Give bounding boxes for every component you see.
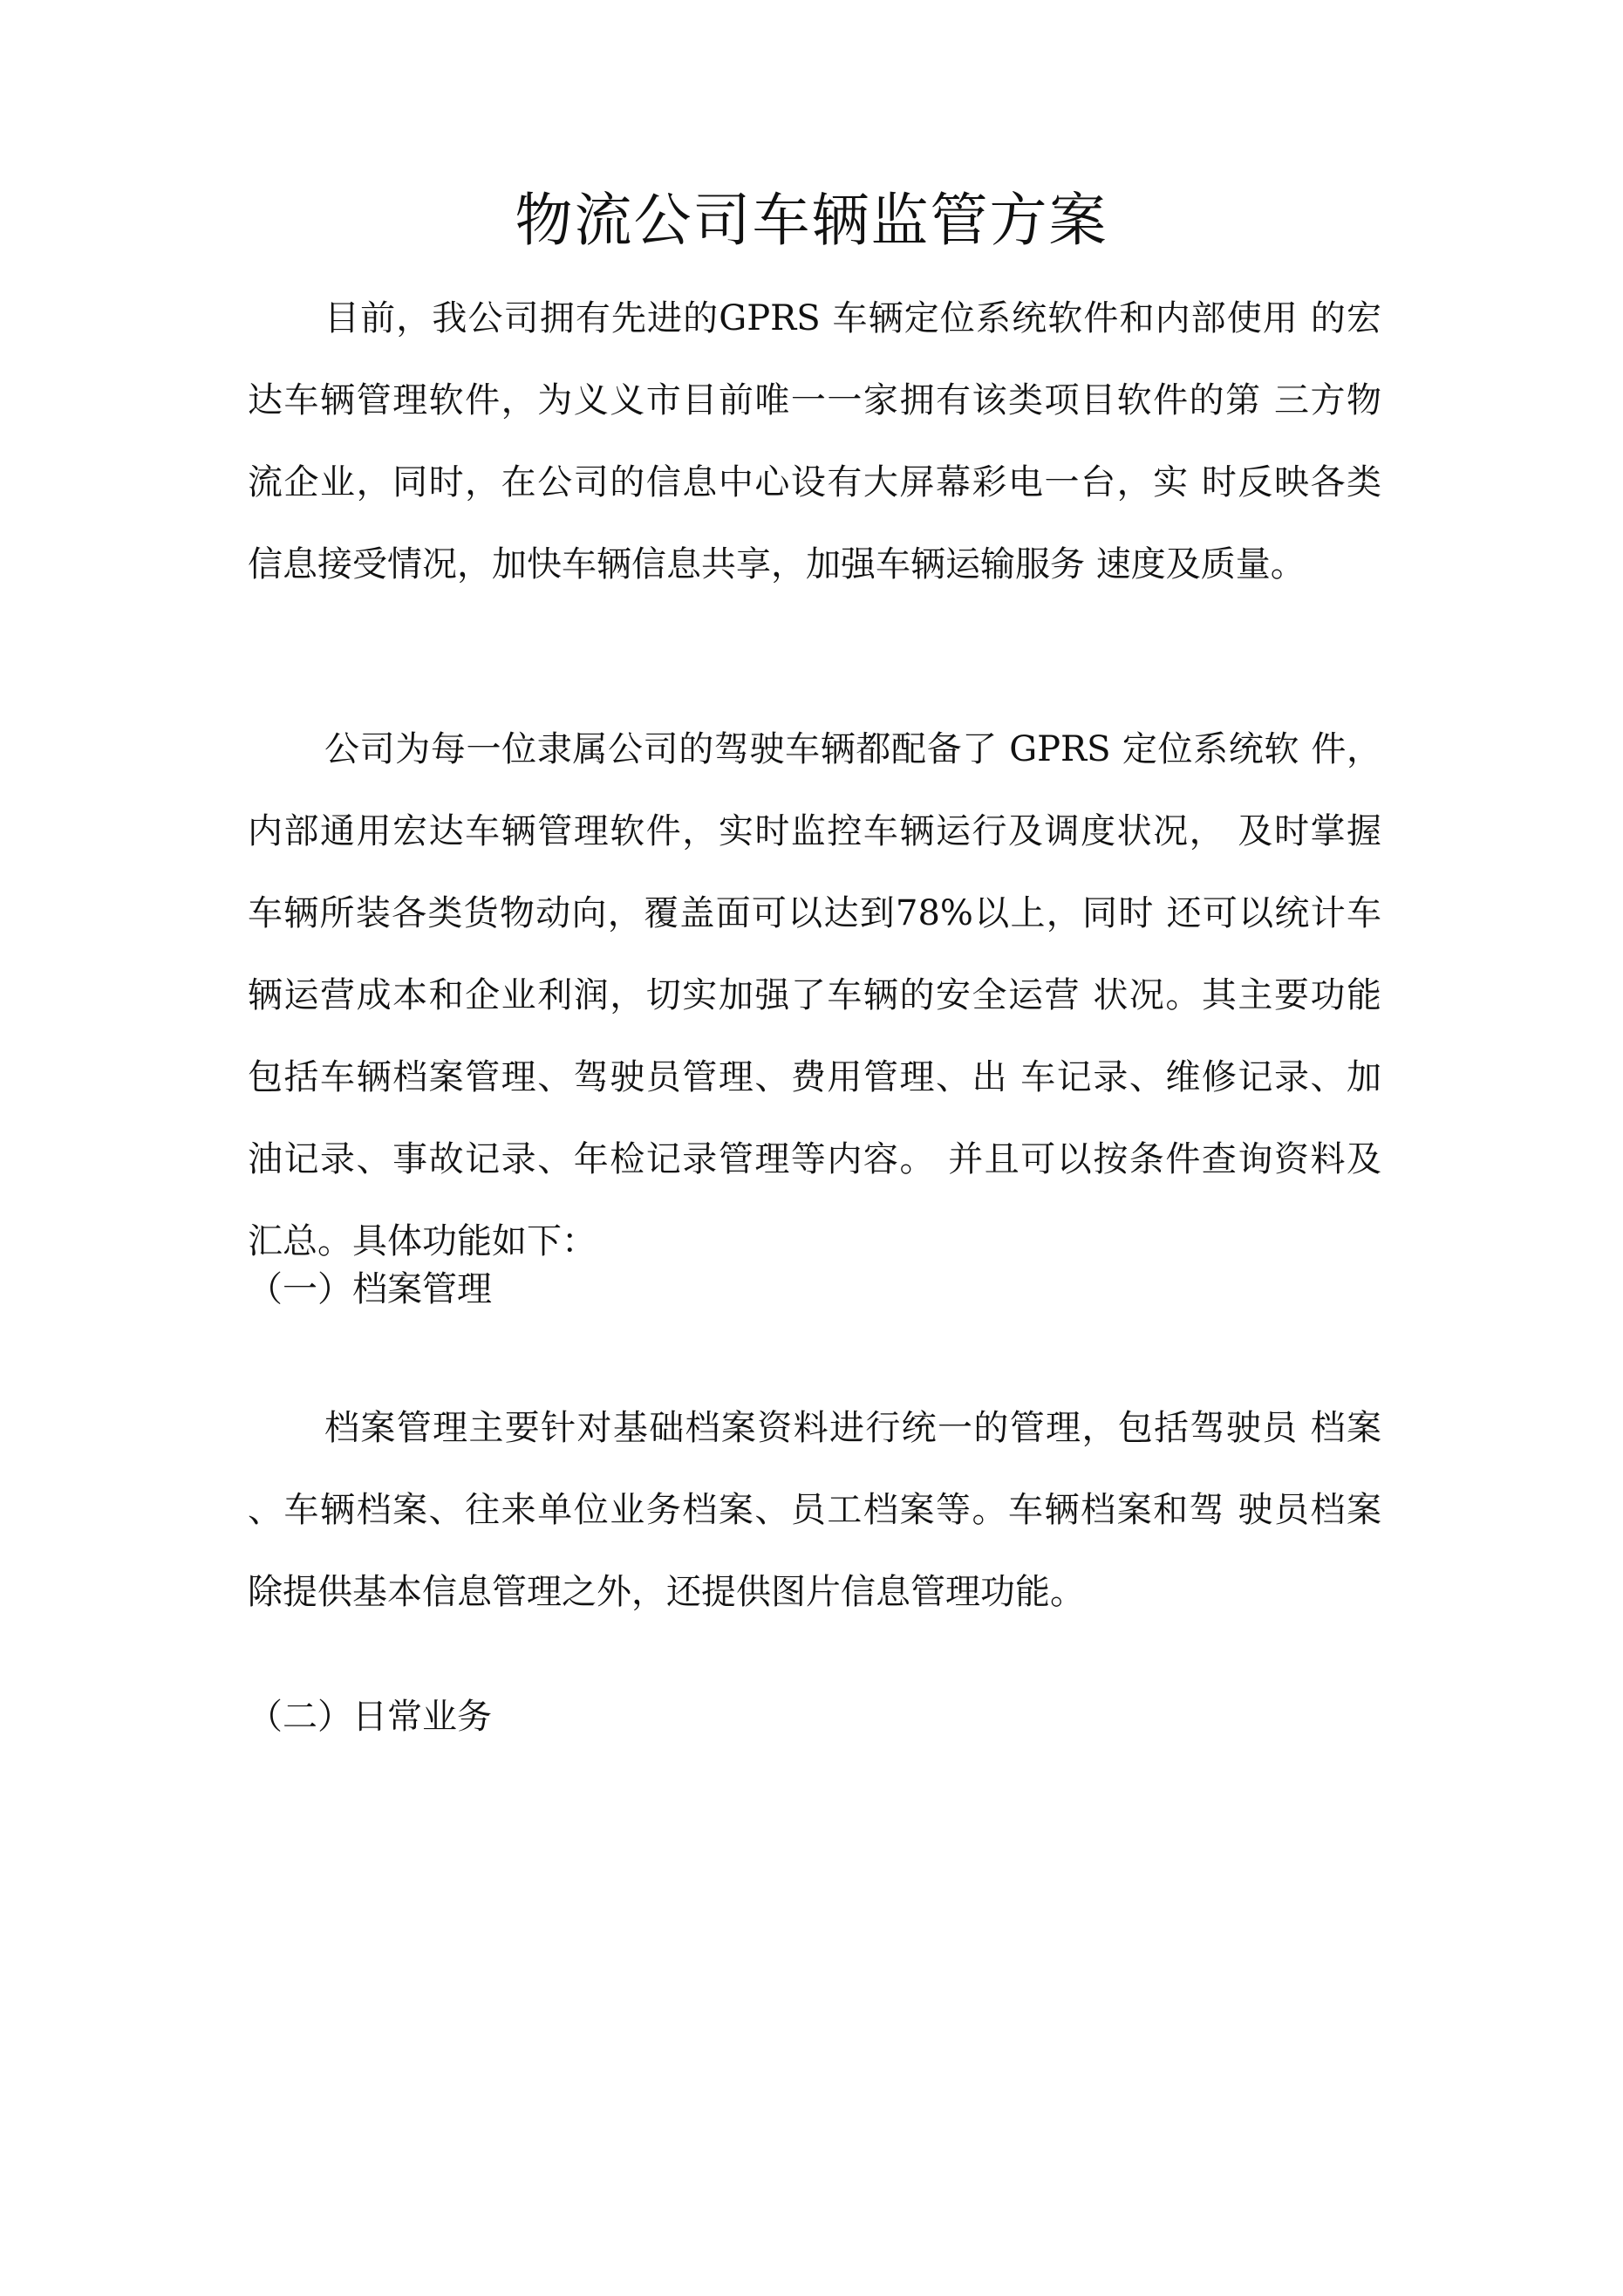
paragraph-line: 包括车辆档案管理、驾驶员管理、费用管理、出 车记录、维修记录、加 [248, 1057, 1381, 1097]
paragraph-line: 公司为每一位隶属公司的驾驶车辆都配备了 GPRS 定位系统软 件， [324, 729, 1381, 769]
paragraph-line: 、车辆档案、往来单位业务档案、员工档案等。车辆档案和驾 驶员档案 [248, 1490, 1381, 1530]
paragraph-line: 汇总。具体功能如下： [248, 1221, 597, 1261]
section-heading-daily-business: （二）日常业务 [248, 1697, 492, 1737]
section-heading-archive: （一）档案管理 [248, 1269, 492, 1309]
paragraph-intro [248, 277, 1381, 605]
paragraph-line: 达车辆管理软件，为义义市目前唯一一家拥有该类项目软件的第 三方物 [248, 380, 1381, 420]
paragraph-line: 辆运营成本和企业利润，切实加强了车辆的安全运营 状况。其主要功能 [248, 975, 1381, 1015]
paragraph-line: 档案管理主要针对基础档案资料进行统一的管理，包括驾驶员 档案 [324, 1408, 1381, 1448]
paragraph-line: 目前，我公司拥有先进的GPRS 车辆定位系统软件和内部使用 的宏 [324, 298, 1381, 338]
paragraph-line: 除提供基本信息管理之外，还提供图片信息管理功能。 [248, 1572, 1085, 1612]
paragraph-line: 内部通用宏达车辆管理软件，实时监控车辆运行及调度状况， 及时掌握 [248, 811, 1381, 851]
document-title: 物流公司车辆监管方案 [515, 187, 1108, 254]
paragraph-line: 流企业，同时，在公司的信息中心设有大屏幕彩电一台，实 时反映各类 [248, 462, 1381, 502]
paragraph-line: 信息接受情况，加快车辆信息共享，加强车辆运输服务 速度及质量。 [248, 544, 1306, 584]
paragraph-line: 油记录、事故记录、年检记录管理等内容。 并且可以按条件查询资料及 [248, 1139, 1381, 1179]
paragraph-archive [248, 1387, 1381, 1633]
paragraph-line: 车辆所装各类货物动向，覆盖面可以达到78%以上，同时 还可以统计车 [248, 893, 1381, 933]
paragraph-gprs [248, 708, 1381, 1282]
